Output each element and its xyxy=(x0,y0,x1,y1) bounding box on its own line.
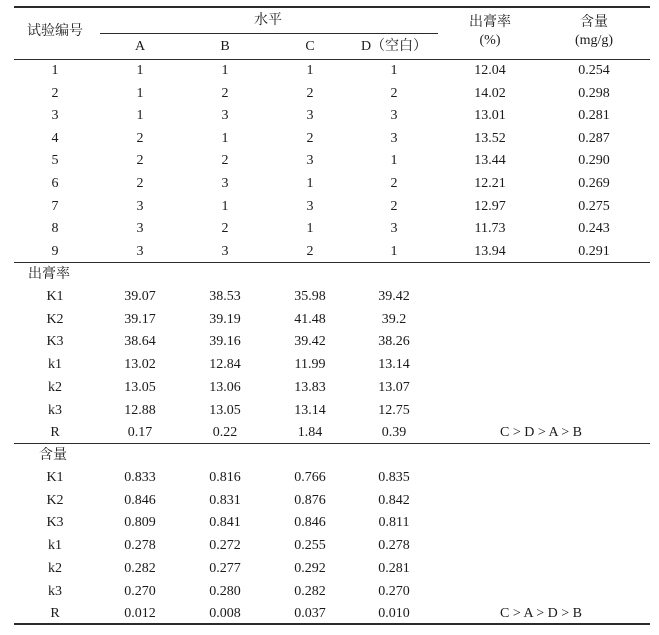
level-a: 1 xyxy=(136,108,144,123)
yield-value: 13.94 xyxy=(474,244,506,259)
level-c: 3 xyxy=(306,199,314,214)
level-d: 2 xyxy=(390,199,398,214)
header-factor-b: B xyxy=(220,39,230,54)
level-c: 3 xyxy=(306,153,314,168)
level-a: 3 xyxy=(136,199,144,214)
level-a: 2 xyxy=(136,131,144,146)
stat-b: 13.06 xyxy=(209,380,241,395)
stat-d: 13.07 xyxy=(378,380,410,395)
stat-a: 0.012 xyxy=(124,606,156,621)
stat-b: 0.277 xyxy=(209,561,241,576)
trial-no: 4 xyxy=(51,131,59,146)
level-a: 1 xyxy=(136,63,144,78)
level-c: 1 xyxy=(306,176,314,191)
yield-value: 14.02 xyxy=(474,86,506,101)
level-d: 1 xyxy=(390,244,398,259)
stat-a: 13.02 xyxy=(124,357,156,372)
level-c: 1 xyxy=(306,221,314,236)
stat-d: 39.42 xyxy=(378,289,410,304)
section-title-content: 含量 xyxy=(39,448,67,463)
trial-no: 7 xyxy=(51,199,59,214)
stat-a: 0.270 xyxy=(124,584,156,599)
factor-order: C > A > D > B xyxy=(499,606,583,621)
stat-a: 38.64 xyxy=(124,334,156,349)
stat-c: 1.84 xyxy=(297,425,323,440)
stat-d: 0.835 xyxy=(378,470,410,485)
stat-b: 0.280 xyxy=(209,584,241,599)
stat-d: 13.14 xyxy=(378,357,410,372)
yield-value: 13.44 xyxy=(474,153,506,168)
level-d: 3 xyxy=(390,131,398,146)
level-c: 3 xyxy=(306,108,314,123)
header-yield xyxy=(469,14,511,50)
stat-a: 39.17 xyxy=(124,312,156,327)
trial-no: 3 xyxy=(51,108,59,123)
header-factor-a: A xyxy=(134,39,146,54)
header-content-line1: 含量 xyxy=(579,15,608,30)
yield-value: 12.97 xyxy=(474,199,506,214)
stat-c: 13.83 xyxy=(294,380,326,395)
stat-a: 12.88 xyxy=(124,403,156,418)
stat-c: 41.48 xyxy=(294,312,326,327)
stat-label: K3 xyxy=(46,334,64,349)
yield-value: 13.52 xyxy=(474,131,506,146)
header-content xyxy=(575,14,613,50)
section-rule-yield xyxy=(14,262,650,263)
stat-d: 12.75 xyxy=(378,403,410,418)
stat-c: 0.876 xyxy=(294,493,326,508)
stat-c: 35.98 xyxy=(294,289,326,304)
stat-d: 0.010 xyxy=(378,606,410,621)
header-yield-line1: 出膏率 xyxy=(469,15,511,30)
level-c: 2 xyxy=(306,244,314,259)
content-value: 0.269 xyxy=(578,176,610,191)
level-c: 2 xyxy=(306,86,314,101)
level-b: 1 xyxy=(221,199,229,214)
yield-value: 11.73 xyxy=(474,221,506,236)
level-d: 3 xyxy=(390,221,398,236)
stat-b: 0.816 xyxy=(209,470,241,485)
level-d: 3 xyxy=(390,108,398,123)
level-a: 1 xyxy=(136,86,144,101)
trial-no: 9 xyxy=(51,244,59,259)
stat-d: 0.270 xyxy=(378,584,410,599)
stat-a: 39.07 xyxy=(124,289,156,304)
level-d: 1 xyxy=(390,153,398,168)
stat-d: 0.842 xyxy=(378,493,410,508)
stat-a: 0.809 xyxy=(124,515,156,530)
trial-no: 5 xyxy=(51,153,59,168)
stat-label: R xyxy=(50,606,60,621)
level-b: 2 xyxy=(221,86,229,101)
stat-b: 0.272 xyxy=(209,538,241,553)
stat-c: 13.14 xyxy=(294,403,326,418)
stat-b: 38.53 xyxy=(209,289,241,304)
stat-label: k3 xyxy=(48,403,62,418)
level-b: 1 xyxy=(221,63,229,78)
stat-d: 0.281 xyxy=(378,561,410,576)
stat-a: 0.17 xyxy=(127,425,153,440)
level-a: 2 xyxy=(136,153,144,168)
stat-d: 38.26 xyxy=(378,334,410,349)
header-trial-no: 试验编号 xyxy=(27,24,83,39)
stat-a: 0.833 xyxy=(124,470,156,485)
stat-label: K2 xyxy=(46,312,64,327)
stat-b: 39.19 xyxy=(209,312,241,327)
level-a: 2 xyxy=(136,176,144,191)
stat-label: k2 xyxy=(48,561,62,576)
stat-b: 39.16 xyxy=(209,334,241,349)
bottom-rule xyxy=(14,623,650,625)
stat-c: 39.42 xyxy=(294,334,326,349)
stat-c: 0.766 xyxy=(294,470,326,485)
yield-value: 12.04 xyxy=(474,63,506,78)
level-d: 2 xyxy=(390,176,398,191)
header-rule xyxy=(14,59,650,60)
stat-a: 0.278 xyxy=(124,538,156,553)
stat-label: k3 xyxy=(48,584,62,599)
content-value: 0.290 xyxy=(578,153,610,168)
top-rule xyxy=(14,6,650,8)
yield-value: 13.01 xyxy=(474,108,506,123)
content-value: 0.254 xyxy=(578,63,610,78)
stat-b: 0.008 xyxy=(209,606,241,621)
trial-no: 2 xyxy=(51,86,59,101)
content-value: 0.281 xyxy=(578,108,610,123)
level-b: 3 xyxy=(221,244,229,259)
content-value: 0.243 xyxy=(578,221,610,236)
stat-label: K3 xyxy=(46,515,64,530)
content-value: 0.287 xyxy=(578,131,610,146)
stat-a: 0.846 xyxy=(124,493,156,508)
header-content-line2: (mg/g) xyxy=(574,33,614,48)
stat-label: k2 xyxy=(48,380,62,395)
level-underline xyxy=(100,33,438,34)
stat-c: 0.037 xyxy=(294,606,326,621)
stat-d: 0.278 xyxy=(378,538,410,553)
stat-label: K1 xyxy=(46,470,64,485)
section-title-yield: 出膏率 xyxy=(28,267,70,282)
level-b: 2 xyxy=(221,153,229,168)
stat-label: K2 xyxy=(46,493,64,508)
level-b: 3 xyxy=(221,108,229,123)
trial-no: 6 xyxy=(51,176,59,191)
header-factor-d: D（空白） xyxy=(360,39,428,54)
stat-label: k1 xyxy=(48,538,62,553)
stat-a: 0.282 xyxy=(124,561,156,576)
level-d: 1 xyxy=(390,63,398,78)
stat-b: 0.841 xyxy=(209,515,241,530)
stat-label: k1 xyxy=(48,357,62,372)
level-c: 1 xyxy=(306,63,314,78)
stat-b: 12.84 xyxy=(209,357,241,372)
trial-no: 8 xyxy=(51,221,59,236)
stat-b: 0.831 xyxy=(209,493,241,508)
content-value: 0.275 xyxy=(578,199,610,214)
yield-value: 12.21 xyxy=(474,176,506,191)
header-factor-c: C xyxy=(305,39,315,54)
section-rule-content xyxy=(14,443,650,444)
stat-label: K1 xyxy=(46,289,64,304)
stat-c: 0.282 xyxy=(294,584,326,599)
trial-no: 1 xyxy=(51,63,59,78)
stat-c: 0.292 xyxy=(294,561,326,576)
level-a: 3 xyxy=(136,221,144,236)
level-b: 1 xyxy=(221,131,229,146)
content-value: 0.298 xyxy=(578,86,610,101)
stat-d: 0.39 xyxy=(381,425,407,440)
stat-b: 0.22 xyxy=(212,425,238,440)
header-level: 水平 xyxy=(254,13,282,28)
stat-b: 13.05 xyxy=(209,403,241,418)
level-b: 2 xyxy=(221,221,229,236)
stat-c: 0.846 xyxy=(294,515,326,530)
level-b: 3 xyxy=(221,176,229,191)
stat-c: 0.255 xyxy=(294,538,326,553)
stat-d: 39.2 xyxy=(381,312,407,327)
stat-a: 13.05 xyxy=(124,380,156,395)
level-a: 3 xyxy=(136,244,144,259)
factor-order: C > D > A > B xyxy=(499,425,583,440)
level-d: 2 xyxy=(390,86,398,101)
level-c: 2 xyxy=(306,131,314,146)
stat-c: 11.99 xyxy=(294,357,326,372)
stat-d: 0.811 xyxy=(378,515,410,530)
stat-label: R xyxy=(50,425,60,440)
content-value: 0.291 xyxy=(578,244,610,259)
header-yield-line2: (%) xyxy=(479,33,501,48)
